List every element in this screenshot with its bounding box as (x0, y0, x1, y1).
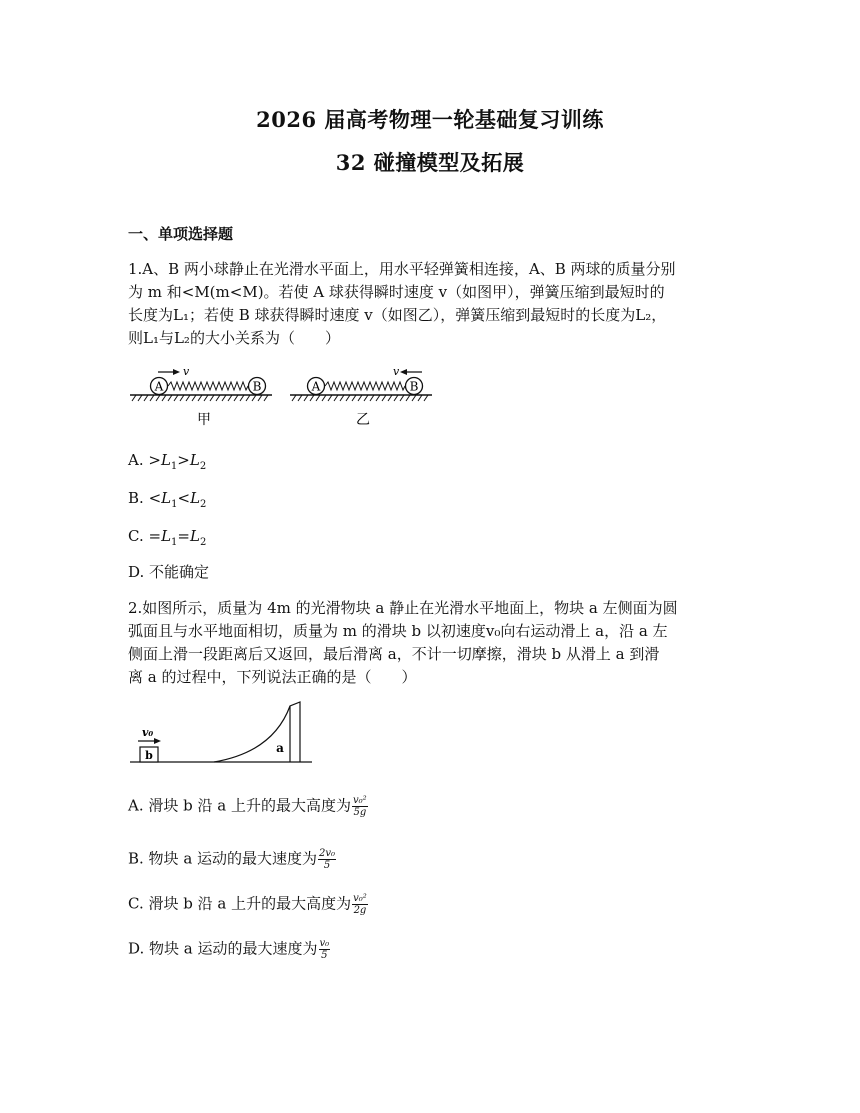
spring-right (325, 382, 405, 390)
caption-jia: 甲 (197, 412, 211, 428)
question-2-line-1: 2.如图所示，质量为 4m 的光滑物块 a 静止在光滑水平地面上，物块 a 左侧面为圆 (128, 599, 678, 617)
denominator: 2g (353, 905, 367, 916)
var-l: L (189, 527, 200, 545)
var-l: L (189, 451, 200, 469)
question-2-figure (128, 698, 318, 768)
option-label: B. (128, 489, 149, 507)
ball-a-right-label: A (311, 379, 321, 394)
option-relation: < (177, 489, 191, 507)
var-l: L (160, 451, 171, 469)
var-l: L (161, 489, 172, 507)
numerator: 2v₀ (319, 848, 336, 859)
block-a-arc (214, 702, 300, 762)
option-text: D. 物块 a 运动的最大速度为 (128, 939, 318, 958)
option-relation: > (177, 451, 190, 469)
question-1-line-2: 为 m 和<M(m<M)。若使 A 球获得瞬时速度 v（如图甲），弹簧压缩到最短时的 (128, 283, 665, 301)
question-2-option-c[interactable] (128, 893, 368, 916)
question-2-line-2: 弧面且与水平地面相切，质量为 m 的滑块 b 以初速度v₀向右运动滑上 a，沿 a 左 (128, 622, 668, 640)
var-l: L (161, 527, 172, 545)
question-2-stem (128, 597, 734, 689)
var-l: L (190, 489, 201, 507)
ball-a-left-label: A (154, 379, 164, 394)
option-relation: = (177, 527, 190, 545)
figure-jia (130, 365, 272, 428)
section-heading-single-choice: 一、单项选择题 (128, 225, 234, 243)
question-2-option-a[interactable] (128, 795, 368, 818)
subscript: 1 (170, 461, 178, 472)
subscript: 1 (171, 537, 178, 548)
question-1-stem (128, 258, 734, 350)
question-1-line-3: 长度为L₁；若使 B 球获得瞬时速度 v（如图乙），弹簧压缩到最短时的长度为L₂， (128, 306, 667, 324)
velocity-label-right: v (393, 365, 400, 378)
question-2-option-b[interactable] (128, 848, 336, 871)
denominator: 5g (353, 807, 367, 818)
caption-yi: 乙 (356, 412, 370, 428)
question-1-line-1: 1.A、B 两小球静止在光滑水平面上，用水平轻弹簧相连接，A、B 两球的质量分别 (128, 260, 676, 278)
numerator: v₀² (353, 795, 367, 806)
question-2-line-4: 离 a 的过程中，下列说法正确的是（ ） (128, 668, 417, 686)
document-subtitle: 32 碰撞模型及拓展 (335, 150, 525, 175)
block-a-label: a (276, 741, 284, 755)
block-b-label: b (145, 749, 153, 762)
option-text: C. 滑块 b 沿 a 上升的最大高度为 (128, 894, 352, 913)
option-label: A. (128, 451, 149, 469)
subscript: 1 (171, 499, 178, 510)
option-relation: > (148, 451, 161, 469)
velocity-label-left: v (183, 365, 190, 378)
fraction (352, 795, 368, 818)
figure-yi (290, 365, 432, 428)
fraction (318, 848, 336, 871)
denominator: 5 (321, 950, 328, 961)
ball-b-left-label: B (252, 379, 262, 394)
subscript: 2 (199, 537, 207, 548)
question-1-line-4: 则L₁与L₂的大小关系为（ ） (128, 329, 340, 347)
question-1-option-c[interactable] (128, 526, 206, 553)
document-title: 2026 届高考物理一轮基础复习训练 (256, 107, 604, 132)
option-relation: = (148, 527, 162, 545)
question-1-option-a[interactable] (128, 450, 206, 477)
option-relation: < (148, 489, 162, 507)
option-label: C. (128, 527, 149, 545)
fraction (352, 893, 368, 916)
spring-left (168, 382, 248, 390)
subscript: 2 (199, 461, 207, 472)
question-2-line-3: 侧面上滑一段距离后又返回，最后滑离 a，不计一切摩擦，滑块 b 从滑上 a 到滑 (128, 645, 660, 663)
question-1-figure (126, 362, 436, 432)
subscript: 2 (200, 499, 207, 510)
option-text: A. 滑块 b 沿 a 上升的最大高度为 (128, 796, 351, 815)
denominator: 5 (323, 860, 331, 871)
question-1-option-b[interactable] (128, 488, 206, 515)
ball-b-right-label: B (409, 379, 419, 394)
velocity-label: v₀ (142, 726, 154, 739)
option-text: B. 物块 a 运动的最大速度为 (128, 849, 318, 868)
numerator: v₀ (319, 938, 330, 949)
fraction (319, 938, 331, 961)
question-1-option-d[interactable]: D. 不能确定 (128, 563, 210, 581)
question-2-option-d[interactable] (128, 938, 330, 961)
numerator: v₀² (353, 893, 367, 904)
